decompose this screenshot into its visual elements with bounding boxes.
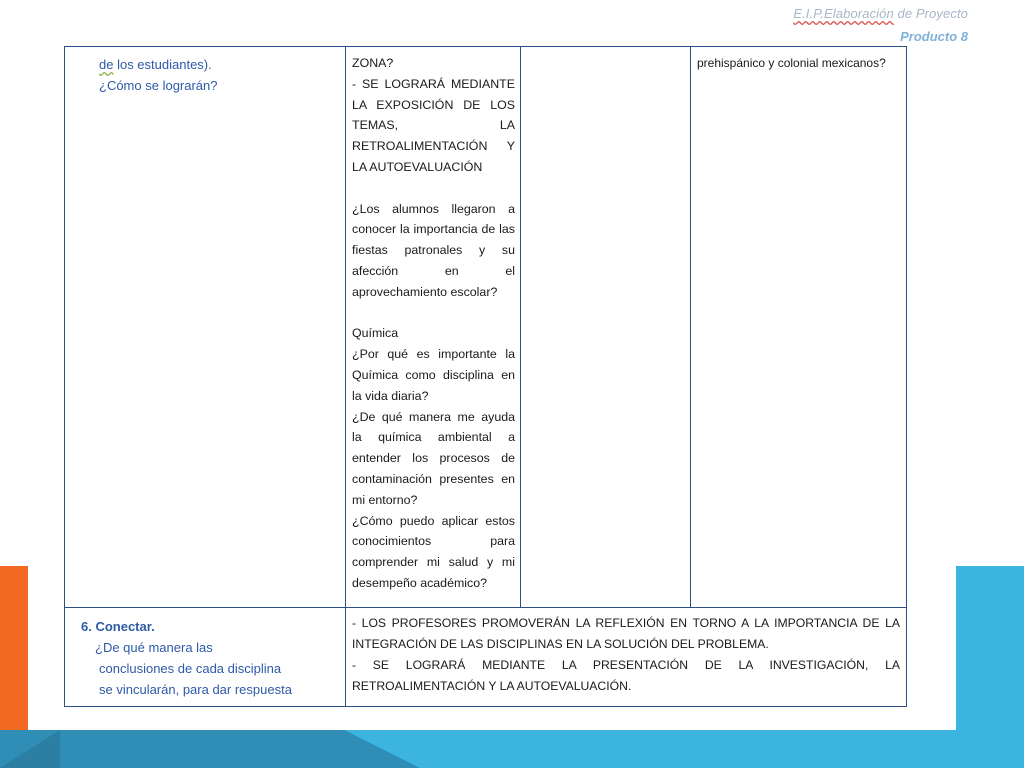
table-cell-left (65, 47, 346, 608)
cell-text: ¿Los alumnos llegaron a conocer la importancia de las fiestas patronales y su afección en el aprovechamiento escolar? (352, 201, 515, 299)
table-row (65, 47, 907, 608)
cell-text: ¿De qué manera me ayuda la química ambiental a entender los procesos de contaminación presentes en mi entorno? (352, 409, 515, 507)
cell-text: - SE LOGRARÁ MEDIANTE LA PRESENTACIÓN DE LA INVESTIGACIÓN, LA RETROALIMENTACIÓN Y LA AUTOEVALUACIÓN. (352, 658, 900, 693)
header-underlined-text: E.I.P.Elaboración (793, 6, 894, 21)
project-table (64, 46, 907, 707)
table-cell-right (691, 47, 907, 608)
cell-text: - LOS PROFESORES PROMOVERÁN LA REFLEXIÓN EN TORNO A LA IMPORTANCIA DE LA INTEGRACIÓN DE LAS DISCIPLINAS EN LA SOLUCIÓN DEL PROBLEMA. (352, 616, 900, 651)
left-cell-line-start: de (99, 57, 114, 72)
cell-text: prehispánico y colonial mexicanos? (697, 56, 886, 70)
cell-text: - SE LOGRARÁ MEDIANTE LA EXPOSICIÓN DE LOS TEMAS, LA RETROALIMENTACIÓN Y LA AUTOEVALUACIÓN (352, 76, 515, 174)
table-cell-empty (521, 47, 691, 608)
table-cell-middle (346, 47, 521, 608)
section-line: ¿De qué manera las (95, 640, 213, 655)
section-line: conclusiones de cada disciplina (99, 661, 282, 676)
left-cell-line: de los estudiantes). (99, 57, 212, 72)
cell-subheading: Química (352, 326, 399, 341)
document-header-product: Producto 8 (900, 29, 968, 44)
document-header-title (793, 6, 968, 21)
section-line: se vincularán, para dar respuesta (99, 682, 292, 697)
cell-text: ZONA? (352, 56, 394, 70)
section-title: 6. Conectar. (81, 619, 155, 634)
table-cell-left (65, 608, 346, 707)
table-row (65, 608, 907, 707)
header-title-rest: de Proyecto (893, 6, 968, 21)
cell-text: ¿Por qué es importante la Química como disciplina en la vida diaria? (352, 347, 515, 403)
cell-text: ¿Cómo puedo aplicar estos conocimientos para comprender mi salud y mi desempeño académico? (352, 513, 515, 590)
table-cell-merged (346, 608, 907, 707)
left-cell-question: ¿Cómo se lograrán? (99, 78, 218, 93)
